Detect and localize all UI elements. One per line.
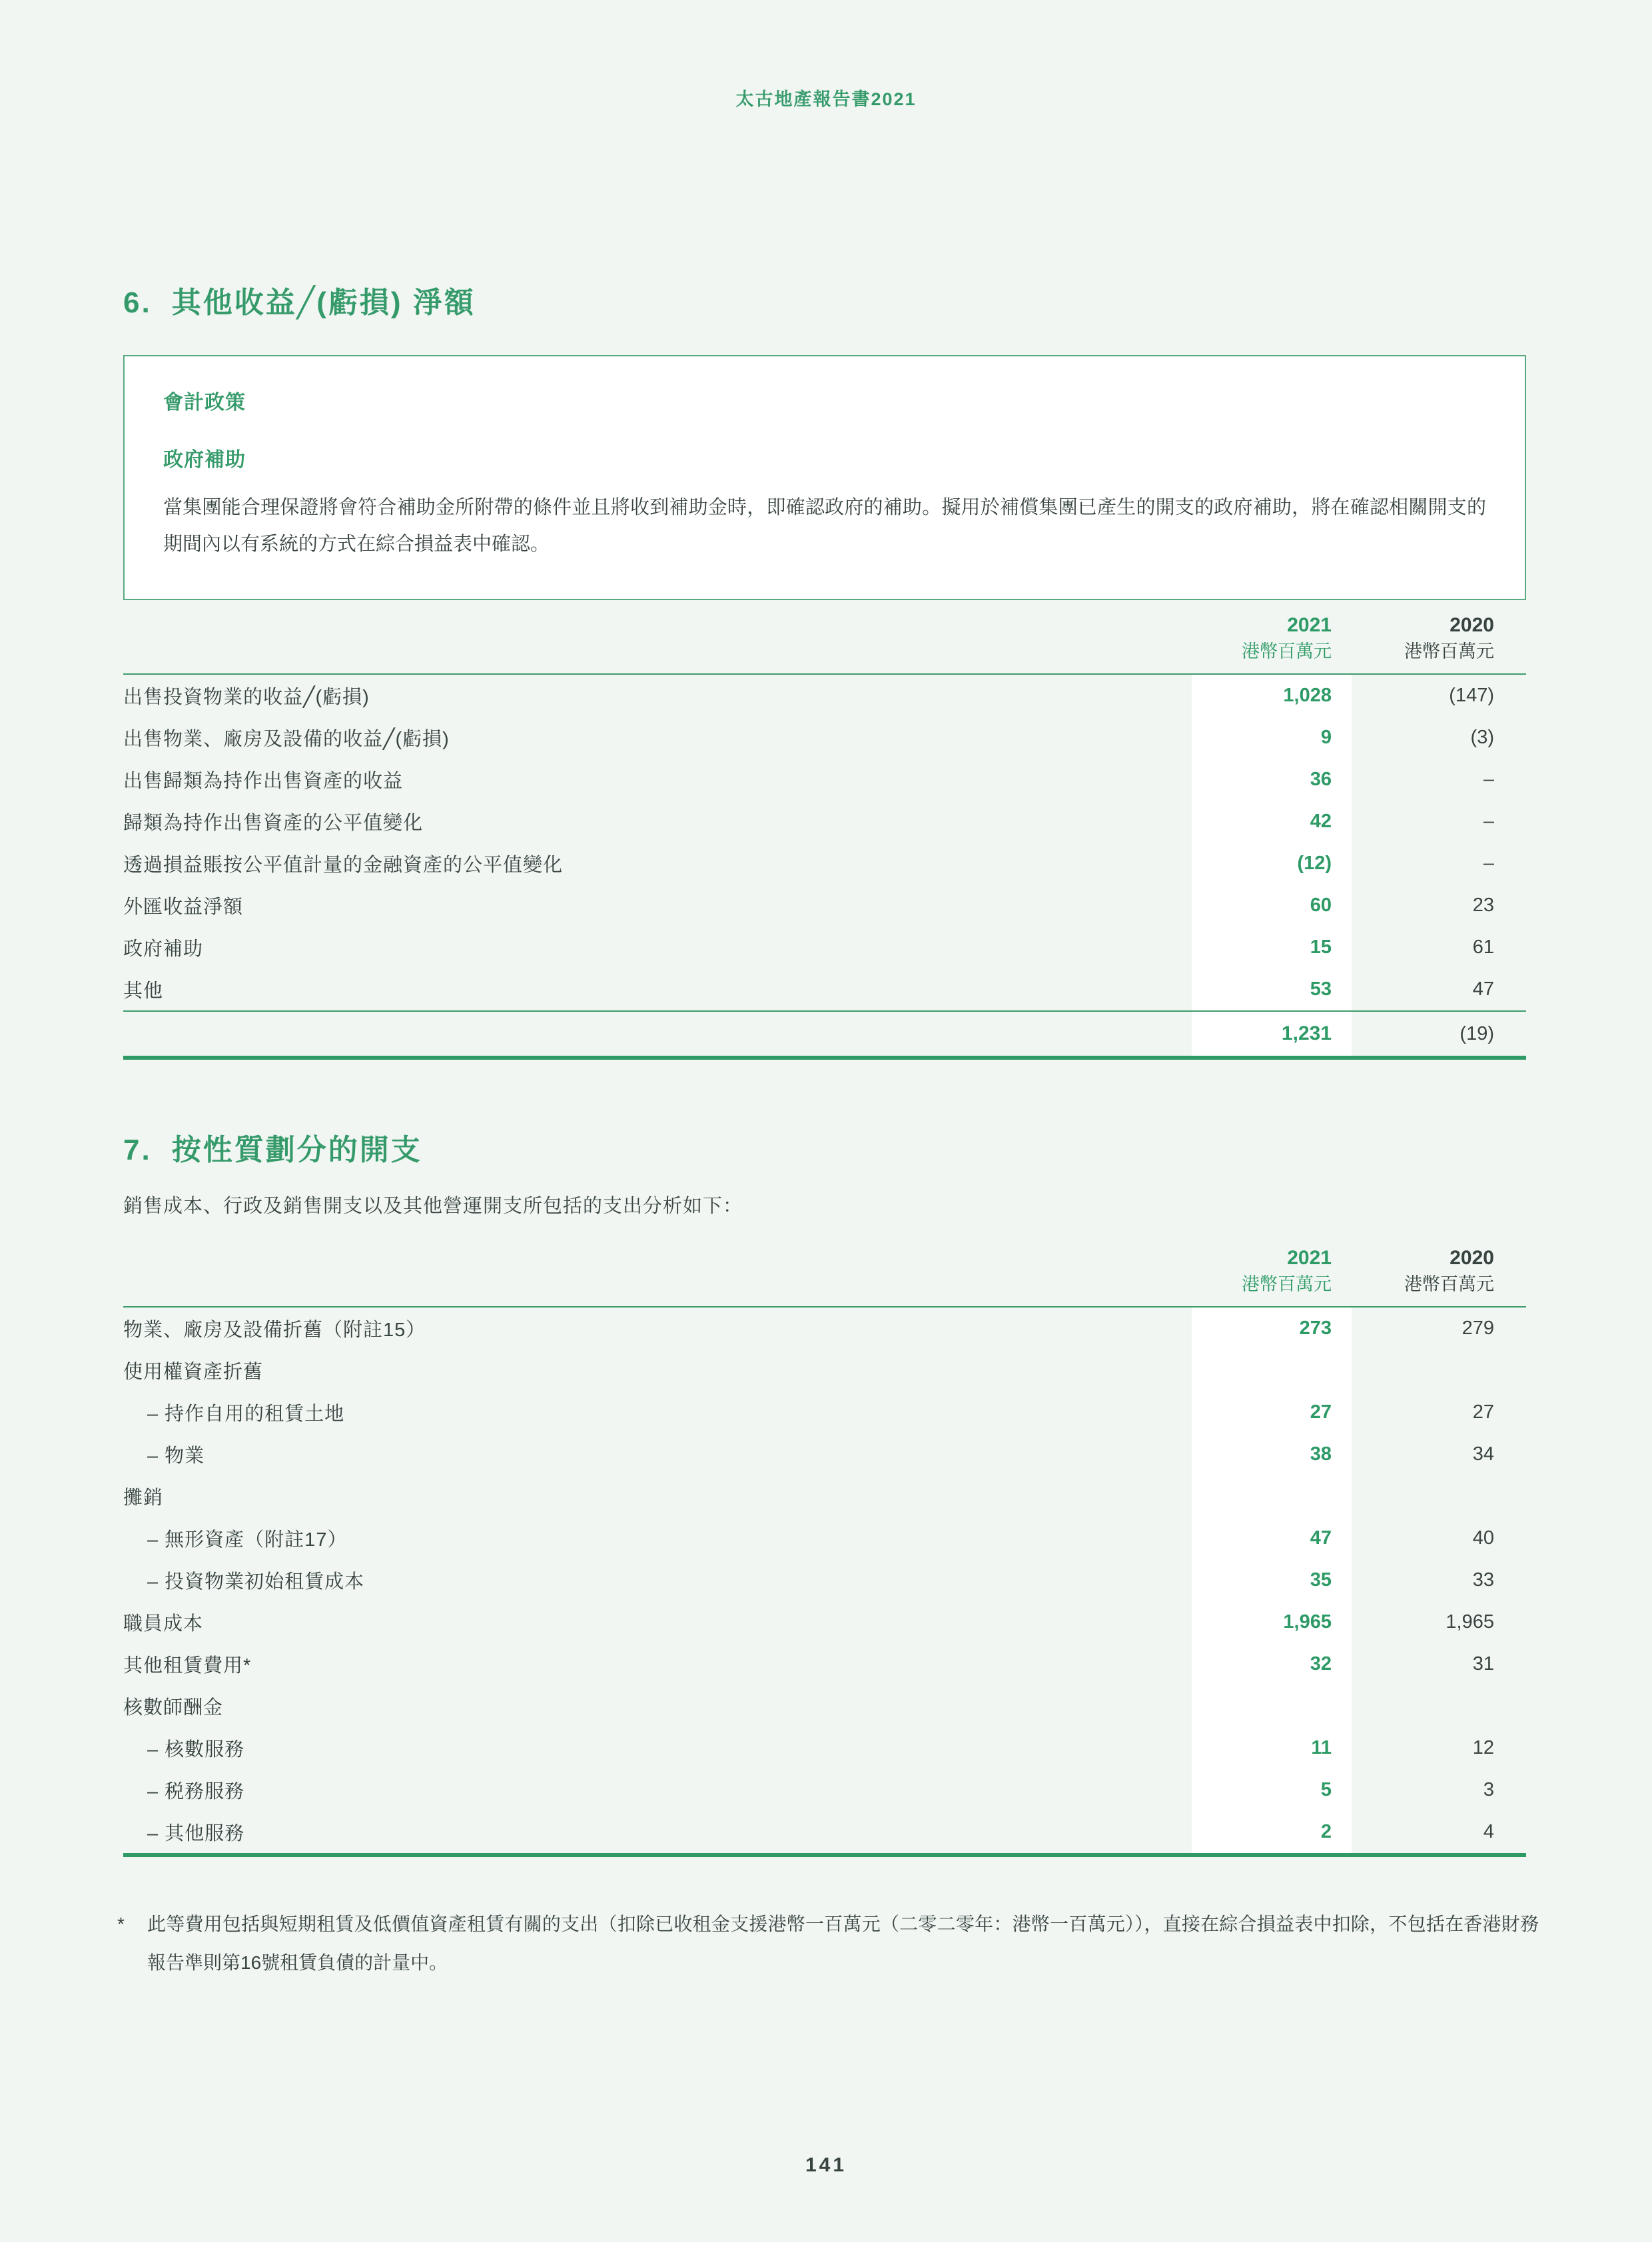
row-value-2021 bbox=[1192, 1475, 1352, 1517]
year-2020: 2020 bbox=[1449, 614, 1494, 636]
table-row bbox=[123, 968, 1526, 1010]
table-row bbox=[123, 759, 1526, 801]
row-value-2021 bbox=[1192, 1685, 1352, 1727]
table-row bbox=[123, 675, 1526, 717]
table-row bbox=[123, 1349, 1526, 1391]
row-label: – 無形資產（附註17） bbox=[147, 1529, 348, 1551]
year-2021: 2021 bbox=[1287, 614, 1332, 636]
table-row bbox=[123, 927, 1526, 968]
row-label: – 税務服務 bbox=[147, 1781, 245, 1802]
row-value-2020: 31 bbox=[1472, 1653, 1494, 1675]
section-7-intro: 銷售成本、行政及銷售開支以及其他營運開支所包括的支出分析如下： bbox=[123, 1196, 743, 1217]
unit-2020: 港幣百萬元 bbox=[1404, 641, 1494, 661]
row-value-2021: 273 bbox=[1192, 1308, 1352, 1349]
table-row bbox=[123, 1769, 1526, 1811]
row-value-2021: 27 bbox=[1192, 1391, 1352, 1433]
table-row bbox=[123, 801, 1526, 843]
table-row bbox=[123, 1433, 1526, 1475]
row-label: 出售投資物業的收益╱(虧損) bbox=[123, 687, 370, 708]
section-6-title: 其他收益╱(虧損) 淨額 bbox=[171, 286, 476, 319]
expenses-by-nature-table bbox=[123, 1234, 1526, 1857]
row-value-2021: 35 bbox=[1192, 1559, 1352, 1601]
section-6-heading bbox=[123, 278, 476, 321]
year-2020: 2020 bbox=[1449, 1247, 1494, 1269]
footnote-text: 此等費用包括與短期租賃及低價值資產租賃有關的支出（扣除已收租金支援港幣一百萬元（二零二零年：港幣一百萬元）），直接在綜合損益表中扣除，不包括在香港財務報告準則第16號租賃負債的計量中。 bbox=[147, 1914, 1539, 1973]
row-value-2020: 40 bbox=[1472, 1527, 1494, 1549]
row-value-2020: 3 bbox=[1483, 1779, 1494, 1800]
table-bottom-rule bbox=[123, 1056, 1526, 1060]
total-value-2021: 1,231 bbox=[1192, 1012, 1352, 1056]
year-2021: 2021 bbox=[1287, 1247, 1332, 1269]
column-header-2021 bbox=[1192, 1245, 1352, 1297]
report-title-header: 太古地產報告書2021 bbox=[735, 89, 917, 109]
row-value-2021: 53 bbox=[1192, 968, 1352, 1010]
row-value-2020: 279 bbox=[1461, 1317, 1494, 1339]
section-7-number: 7. bbox=[123, 1134, 152, 1166]
row-label: 透過損益賬按公平值計量的金融資產的公平值變化 bbox=[123, 855, 564, 876]
row-value-2021: (12) bbox=[1192, 843, 1352, 885]
row-value-2020: 33 bbox=[1472, 1569, 1494, 1591]
row-value-2020: 34 bbox=[1472, 1443, 1494, 1465]
row-value-2021: 36 bbox=[1192, 759, 1352, 801]
row-value-2021: 1,965 bbox=[1192, 1601, 1352, 1643]
accounting-policy-box bbox=[123, 355, 1526, 600]
table-row bbox=[123, 1811, 1526, 1853]
row-value-2020: 12 bbox=[1472, 1737, 1494, 1758]
row-value-2021: 2 bbox=[1192, 1811, 1352, 1853]
total-value-2020: (19) bbox=[1459, 1022, 1494, 1044]
row-label: 外匯收益淨額 bbox=[123, 897, 244, 918]
row-value-2021: 38 bbox=[1192, 1433, 1352, 1475]
row-value-2021: 47 bbox=[1192, 1517, 1352, 1559]
section-7-title: 按性質劃分的開支 bbox=[171, 1134, 422, 1166]
unit-2021: 港幣百萬元 bbox=[1242, 641, 1332, 661]
table-row bbox=[123, 1475, 1526, 1517]
row-label: 出售物業、廠房及設備的收益╱(虧損) bbox=[123, 729, 450, 750]
section-6-number: 6. bbox=[123, 286, 152, 319]
row-value-2021: 5 bbox=[1192, 1769, 1352, 1811]
policy-box-body: 當集團能合理保證將會符合補助金所附帶的條件並且將收到補助金時，即確認政府的補助。擬用於補償集團已產生的開支的政府補助，將在確認相關開支的期間內以有系統的方式在綜合損益表中確認。 bbox=[163, 497, 1486, 555]
expenses-table-rows bbox=[123, 1308, 1526, 1853]
row-value-2020: 23 bbox=[1472, 895, 1494, 916]
row-value-2021: 60 bbox=[1192, 885, 1352, 927]
table-row bbox=[123, 885, 1526, 927]
row-label: – 持作自用的租賃土地 bbox=[147, 1403, 345, 1425]
row-value-2020: – bbox=[1483, 853, 1494, 874]
row-label: 出售歸類為持作出售資產的收益 bbox=[123, 771, 404, 792]
row-label: – 物業 bbox=[147, 1445, 205, 1467]
row-value-2020: (3) bbox=[1470, 727, 1494, 748]
other-gains-total-row bbox=[123, 1010, 1526, 1056]
footnote-marker: * bbox=[117, 1914, 125, 1934]
table-row bbox=[123, 1391, 1526, 1433]
row-value-2020: (147) bbox=[1449, 685, 1494, 706]
policy-box-title: 會計政策 bbox=[163, 392, 246, 414]
row-value-2020: 27 bbox=[1472, 1401, 1494, 1423]
section-7-heading bbox=[123, 1126, 422, 1168]
row-value-2020: 47 bbox=[1472, 978, 1494, 1000]
row-label: – 投資物業初始租賃成本 bbox=[147, 1571, 365, 1593]
column-header-2020 bbox=[1352, 612, 1526, 664]
row-label: 核數師酬金 bbox=[123, 1697, 224, 1718]
row-label: 其他 bbox=[123, 980, 164, 1002]
row-value-2021: 9 bbox=[1192, 717, 1352, 759]
table-row bbox=[123, 717, 1526, 759]
row-value-2020: 61 bbox=[1472, 936, 1494, 958]
row-label: – 其他服務 bbox=[147, 1823, 245, 1844]
row-value-2021: 11 bbox=[1192, 1727, 1352, 1769]
other-gains-table-rows bbox=[123, 675, 1526, 1010]
policy-box-subtitle: 政府補助 bbox=[163, 449, 246, 471]
unit-2020: 港幣百萬元 bbox=[1404, 1274, 1494, 1294]
row-label: – 核數服務 bbox=[147, 1739, 245, 1760]
row-label: 其他租賃費用* bbox=[123, 1655, 252, 1677]
other-gains-table-header bbox=[123, 601, 1526, 675]
table-row bbox=[123, 1559, 1526, 1601]
unit-2021: 港幣百萬元 bbox=[1242, 1274, 1332, 1294]
table-row bbox=[123, 1727, 1526, 1769]
column-header-2020 bbox=[1352, 1245, 1526, 1297]
column-header-2021 bbox=[1192, 612, 1352, 664]
page-number: 141 bbox=[805, 2154, 847, 2176]
table-row bbox=[123, 1685, 1526, 1727]
row-label: 使用權資產折舊 bbox=[123, 1361, 264, 1383]
row-value-2020: – bbox=[1483, 769, 1494, 790]
table-row bbox=[123, 1517, 1526, 1559]
footnote bbox=[117, 1905, 1539, 1982]
table-row bbox=[123, 1643, 1526, 1685]
row-value-2020: 4 bbox=[1483, 1821, 1494, 1842]
table-row bbox=[123, 843, 1526, 885]
expenses-table-header bbox=[123, 1234, 1526, 1308]
row-value-2021: 1,028 bbox=[1192, 675, 1352, 717]
row-label: 職員成本 bbox=[123, 1613, 204, 1635]
row-label: 政府補助 bbox=[123, 938, 204, 960]
row-value-2021 bbox=[1192, 1349, 1352, 1391]
row-value-2021: 32 bbox=[1192, 1643, 1352, 1685]
table-row bbox=[123, 1308, 1526, 1349]
other-gains-table bbox=[123, 601, 1526, 1060]
row-value-2021: 15 bbox=[1192, 927, 1352, 968]
row-label: 歸類為持作出售資產的公平值變化 bbox=[123, 813, 424, 834]
row-value-2020: 1,965 bbox=[1446, 1611, 1494, 1633]
row-value-2021: 42 bbox=[1192, 801, 1352, 843]
row-value-2020: – bbox=[1483, 811, 1494, 832]
table-bottom-rule bbox=[123, 1853, 1526, 1857]
table-row bbox=[123, 1601, 1526, 1643]
row-label: 攤銷 bbox=[123, 1487, 164, 1509]
row-label: 物業、廠房及設備折舊（附註15） bbox=[123, 1319, 426, 1341]
